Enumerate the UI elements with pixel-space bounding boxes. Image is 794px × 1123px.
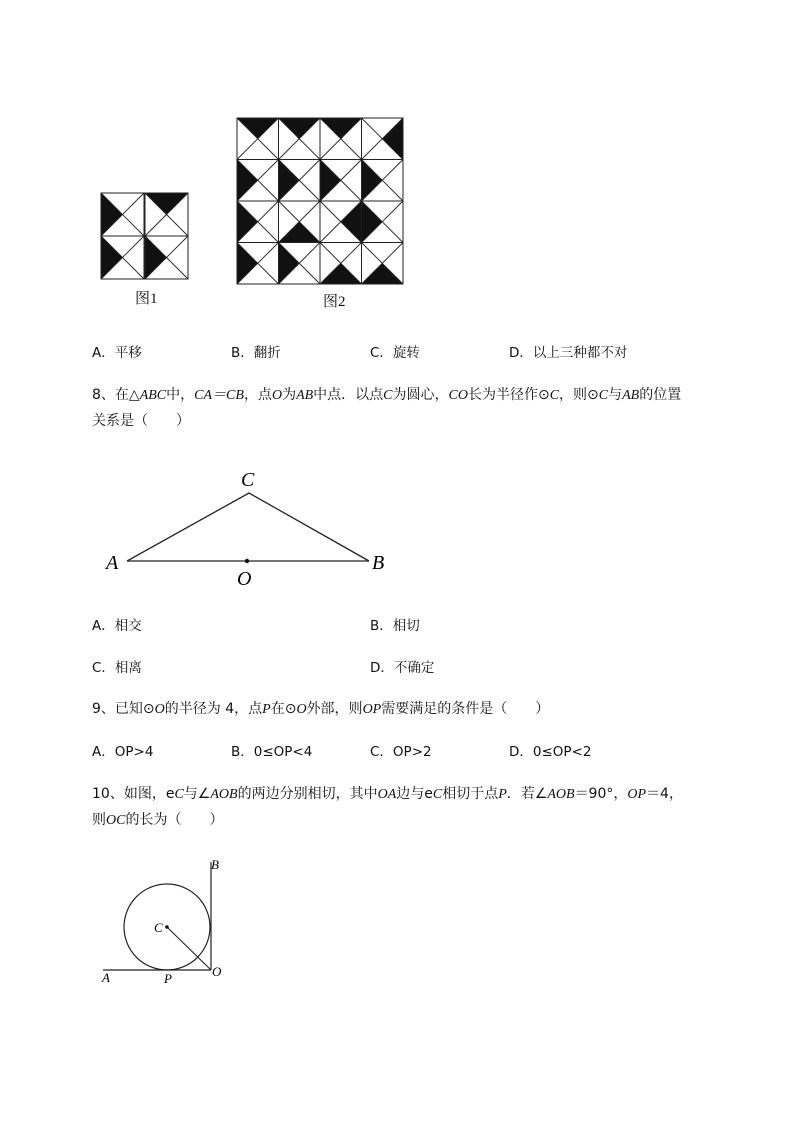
- pattern-tile: [320, 243, 362, 285]
- q10-stem-line2: 则OC的长为（ ）: [92, 812, 224, 828]
- pattern-tile: [237, 243, 279, 285]
- shaded-triangle: [279, 118, 321, 139]
- shaded-triangle: [279, 160, 300, 202]
- shaded-triangle: [362, 263, 404, 284]
- q7-option-d: D．以上三种都不对: [509, 345, 628, 361]
- q7-option-b: B．翻折: [231, 345, 281, 361]
- shaded-triangle: [362, 160, 383, 202]
- center-c-dot: [165, 925, 169, 929]
- shaded-triangle: [145, 193, 188, 215]
- pattern-tile: [362, 201, 404, 243]
- q8-stem-line2: 关系是（ ）: [92, 413, 190, 429]
- pattern-tile: [279, 243, 321, 285]
- q8-triangle-figure: [100, 466, 400, 591]
- q9-option-a: A．OP>4: [92, 744, 154, 760]
- shaded-triangle: [279, 243, 300, 285]
- q9-option-c: C．OP>2: [370, 744, 432, 760]
- shaded-triangle: [237, 201, 258, 243]
- label-b: B: [372, 552, 385, 574]
- pattern-tile: [362, 160, 404, 202]
- pattern-tile: [237, 160, 279, 202]
- q8-option-d: D．不确定: [370, 660, 435, 676]
- shaded-triangle: [101, 236, 123, 279]
- pattern-tile: [279, 160, 321, 202]
- label-o: O: [237, 568, 252, 590]
- q10-stem-line1: 10、如图，eC与∠AOB的两边分别相切，其中OA边与eC相切于点P．若∠AOB＝90°，OP＝4，: [92, 786, 683, 802]
- label-b: B: [211, 857, 219, 872]
- label-a: A: [102, 970, 110, 985]
- label-o: O: [212, 964, 222, 979]
- label-c: C: [154, 920, 163, 935]
- q10-tangent-circle-figure: [95, 852, 235, 988]
- pattern-tile: [279, 118, 321, 160]
- label-p: P: [164, 971, 172, 986]
- q9-stem: 9、已知⊙O的半径为 4，点P在⊙O外部，则OP需要满足的条件是（ ）: [92, 701, 550, 717]
- label-a: A: [106, 552, 119, 574]
- pattern-tile: [320, 118, 362, 160]
- q8-stem-line1: 8、在△ABC中，CA＝CB，点O为AB中点．以点C为圆心，CO长为半径作⊙C，则⊙C与AB的位置: [92, 387, 682, 403]
- pattern-tile: [362, 118, 404, 160]
- shaded-triangle: [237, 160, 258, 202]
- shaded-triangle: [237, 243, 258, 285]
- q8-option-b: B．相切: [370, 618, 420, 634]
- q8-number: 8、: [92, 387, 115, 403]
- shaded-triangle: [382, 118, 403, 160]
- pattern-tile: [237, 201, 279, 243]
- shaded-triangle: [362, 201, 383, 243]
- q8-option-a: A．相交: [92, 618, 142, 634]
- pattern-tile: [320, 201, 362, 243]
- label-c: C: [241, 469, 255, 491]
- figure-2: [236, 117, 406, 287]
- midpoint-o-dot: [245, 559, 249, 563]
- pattern-tile: [237, 118, 279, 160]
- figure-1: [100, 192, 190, 280]
- q8-option-c: C．相离: [92, 660, 142, 676]
- shaded-triangle: [320, 118, 362, 139]
- q10-number: 10、: [92, 786, 124, 802]
- pattern-tile: [145, 193, 188, 236]
- figure-2-pattern: [236, 117, 406, 287]
- shaded-triangle: [237, 118, 279, 139]
- figure-1-caption: 图1: [135, 291, 158, 307]
- figure-2-caption: 图2: [323, 294, 346, 310]
- pattern-tile: [362, 243, 404, 285]
- shaded-triangle: [101, 193, 123, 236]
- shaded-triangle: [320, 160, 341, 202]
- shaded-triangle: [341, 201, 362, 243]
- pattern-tile: [101, 193, 144, 236]
- q9-option-d: D．0≤OP<2: [509, 744, 592, 760]
- shaded-triangle: [145, 236, 167, 279]
- figure-1-pattern: [100, 192, 190, 280]
- q9-number: 9、: [92, 701, 115, 717]
- q7-option-a: A．平移: [92, 345, 142, 361]
- pattern-tile: [279, 201, 321, 243]
- pattern-tile: [145, 236, 188, 279]
- pattern-tile: [101, 236, 144, 279]
- q7-option-c: C．旋转: [370, 345, 420, 361]
- q9-option-b: B．0≤OP<4: [231, 744, 313, 760]
- shaded-triangle: [320, 263, 362, 284]
- triangle-outline: [127, 493, 369, 561]
- pattern-tile: [320, 160, 362, 202]
- shaded-triangle: [279, 222, 321, 243]
